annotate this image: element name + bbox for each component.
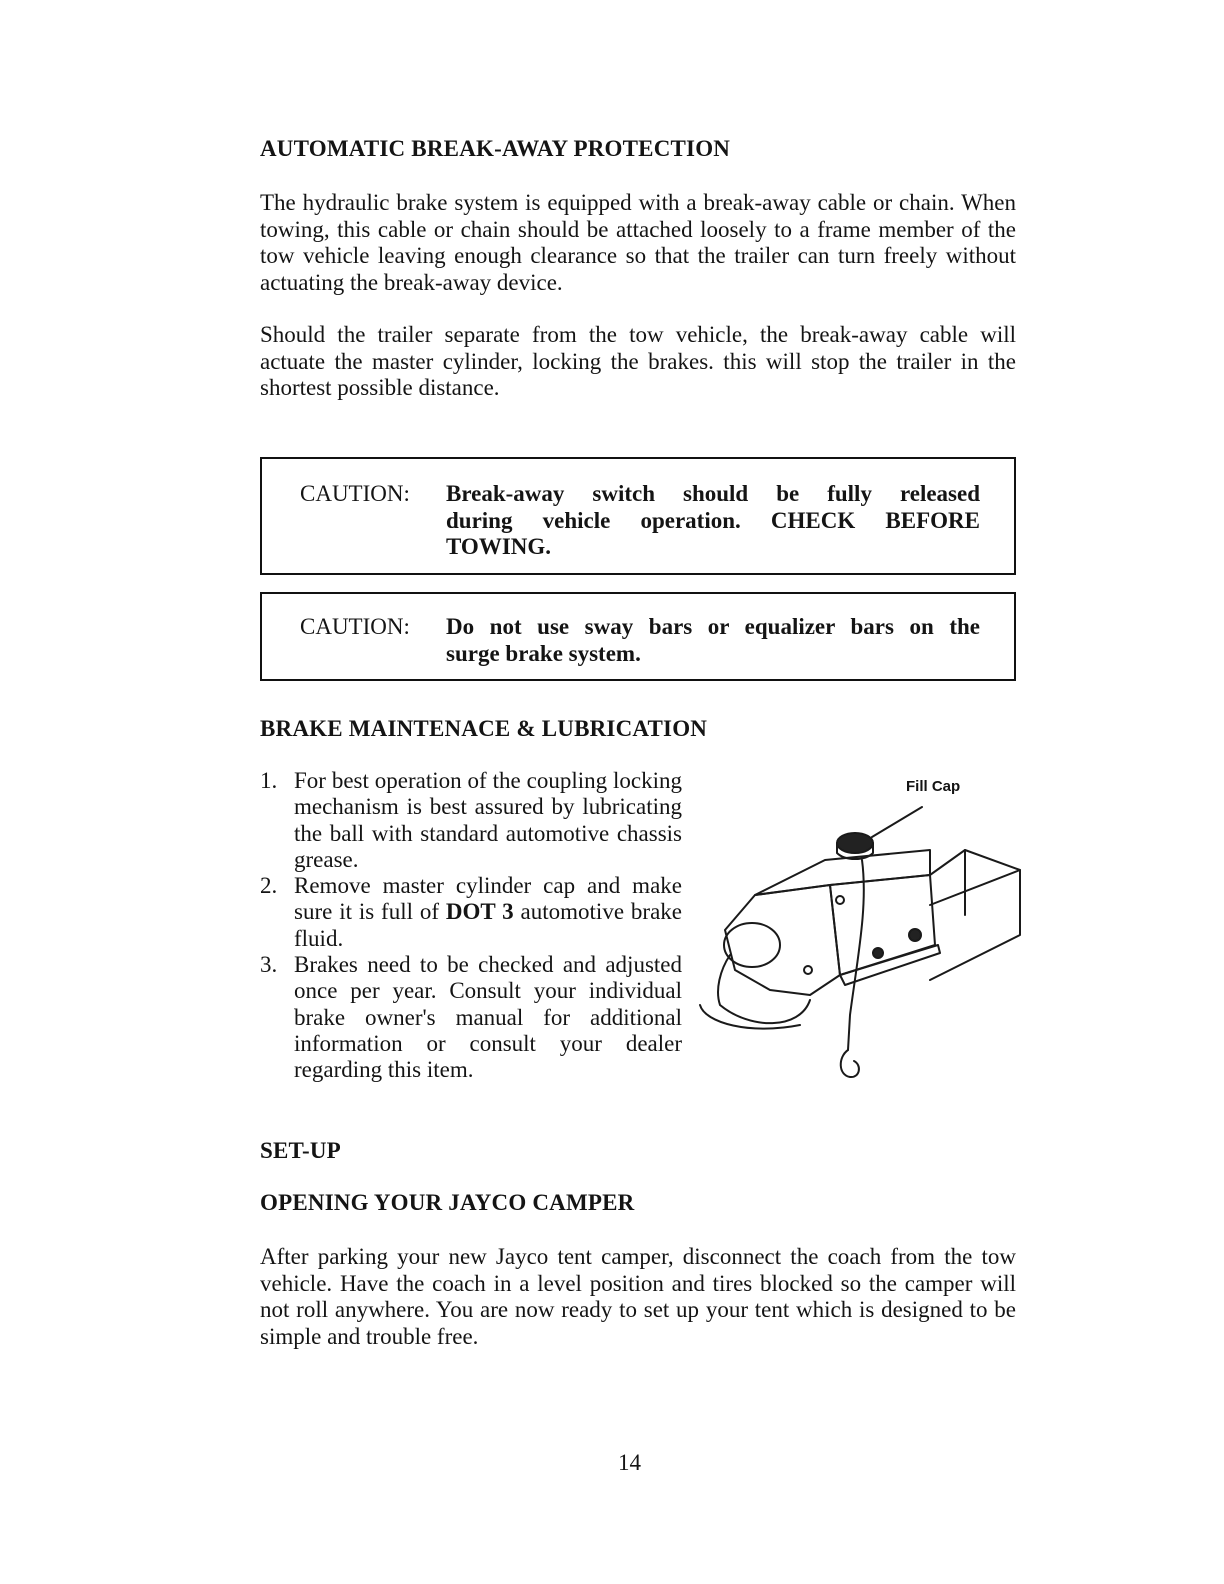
fill-cap-label: Fill Cap [906, 778, 961, 795]
coupler-ball-socket [724, 923, 780, 967]
maintenance-steps [260, 768, 682, 1084]
page-number: 14 [618, 1450, 641, 1475]
coupler-illustration [690, 795, 1030, 1095]
section-heading-break-away: AUTOMATIC BREAK-AWAY PROTECTION [260, 136, 731, 161]
list-item-text: For best operation of the coupling locking mechanism is best assured by lubricating the ball with standard automotive chassis grease. [294, 768, 682, 872]
caution-line: TOWING. [446, 534, 552, 559]
break-away-paragraphs [260, 190, 1016, 402]
caution-line: surge brake system. [446, 640, 641, 666]
list-number: 2. [260, 873, 278, 899]
dot3-emphasis: DOT 3 [445, 899, 514, 925]
list-item-text: Remove master cylinder cap and make sure it is full of [294, 873, 682, 925]
fill-cap-leader-line [872, 807, 922, 837]
caution-line: Break-away switch should be fully released [446, 481, 980, 506]
caution-text [446, 481, 980, 561]
break-away-hook-icon [841, 1050, 859, 1077]
caution-box-break-away-switch [260, 457, 1016, 575]
list-item [260, 952, 682, 1083]
adjuster-bolt-icon [909, 929, 921, 941]
section-heading-opening-camper: OPENING YOUR JAYCO CAMPER [260, 1190, 635, 1215]
coupler-nose [725, 885, 840, 995]
list-item [260, 768, 682, 873]
caution-label: CAUTION: [300, 481, 410, 506]
caution-label: CAUTION: [300, 614, 410, 639]
list-item-text: automotive brake fluid. [294, 899, 682, 951]
caution-text [446, 614, 980, 667]
section-heading-brake-maintenance: BRAKE MAINTENACE & LUBRICATION [260, 716, 708, 741]
caution-line: during vehicle operation. CHECK BEFORE [446, 507, 980, 533]
list-item-text: Brakes need to be checked and adjusted once per year. Consult your individual brake owner's manual for additional information or consult your dealer regarding this item. [294, 952, 682, 1083]
caution-line: Do not use sway bars or equalizer bars on the [446, 614, 980, 639]
break-away-cable [848, 860, 864, 1050]
section-heading-set-up: SET-UP [260, 1138, 341, 1163]
list-item [260, 873, 682, 952]
fill-cap-icon [837, 833, 873, 853]
list-number: 3. [260, 952, 278, 978]
paragraph-opening-camper: After parking your new Jayco tent camper, disconnect the coach from the tow vehicle. Have the coach in a level position and tires blocked so the camper will not roll anywhere. You are now ready to set up your tent which is designed to be simple and trouble free. [260, 1244, 1016, 1349]
trailer-tongue-beam [930, 850, 1020, 980]
paragraph-trailer-separation: Should the trailer separate from the tow vehicle, the break-away cable will actuate the master cylinder, locking the brakes. this will stop the trailer in the shortest possible distance. [260, 322, 1016, 400]
caution-box-sway-bars [260, 592, 1016, 681]
paragraph-break-away-cable: The hydraulic brake system is equipped with a break-away cable or chain. When towing, this cable or chain should be attached loosely to a frame member of the tow vehicle leaving enough clearance so that the trailer can turn freely without actuating the break-away device. [260, 190, 1016, 295]
list-number: 1. [260, 768, 278, 793]
